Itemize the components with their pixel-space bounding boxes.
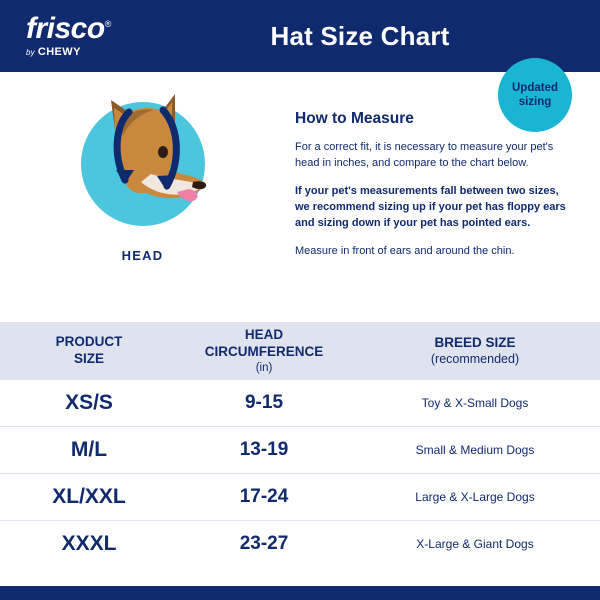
status-badge [498,58,572,132]
table-row [0,427,600,474]
column-header-head-line1: HEAD [244,326,284,342]
column-header-head-circumference [178,327,350,375]
cell-breed-size: Toy & X-Small Dogs [421,396,529,410]
cell-breed-size: X-Large & Giant Dogs [416,537,534,551]
logo-wordmark [26,14,111,44]
cell-product-size: M/L [70,438,108,461]
logo-subtext [26,47,81,58]
cell-product-size: XL/XXL [52,485,126,508]
page-title: Hat Size Chart [270,20,450,51]
dog-illustration [0,72,285,322]
cell-head-circumference: 17-24 [239,486,289,507]
cell-head-circumference: 23-27 [239,533,289,554]
cell-breed-size: Large & X-Large Dogs [415,490,535,504]
cell-head-circumference: 13-19 [239,439,289,460]
illustration-circle [81,102,205,226]
column-header-breed-sub: (recommended) [430,351,520,366]
how-to-measure-heading: How to Measure [295,110,414,127]
logo-registered-icon: ® [104,19,111,29]
table-header-row [0,322,600,380]
column-header-head-unit: (in) [255,361,273,374]
table-row [0,380,600,427]
column-header-breed-size [350,335,600,368]
footer-strip [0,586,600,600]
how-to-measure-paragraph-3: Measure in front of ears and around the chin. [295,244,515,257]
badge-line-1: Updated [512,81,558,94]
cell-head-circumference: 9-15 [244,392,284,413]
size-table [0,322,600,567]
cell-breed-size: Small & Medium Dogs [415,443,535,457]
column-header-product-size [0,334,178,368]
cell-product-size: XXXL [61,532,117,555]
how-to-measure-paragraph-2: If your pet's measurements fall between two sizes, we recommend sizing up if your pet has floppy ears and sizing down if your pet has pointed ears. [295,184,566,229]
brand-logo [0,14,180,58]
table-row [0,474,600,521]
logo-chewy-label: CHEWY [37,46,81,58]
dog-head-icon [71,78,219,238]
logo-by-label: by [26,48,35,57]
column-header-head-line2: CIRCUMFERENCE [204,343,324,359]
badge-line-2: sizing [518,96,552,108]
logo-wordmark-text: frisco [26,12,105,45]
header-bar [0,0,600,72]
column-header-breed-line1: BREED SIZE [434,334,516,350]
illustration-label: HEAD [121,248,164,263]
how-to-measure-paragraph-1: For a correct fit, it is necessary to measure your pet's head in inches, and compare to the chart below. [295,141,554,169]
table-row [0,521,600,567]
column-header-product-size-line1: PRODUCT [55,334,123,350]
column-header-product-size-line2: SIZE [73,351,104,366]
cell-product-size: XS/S [65,391,113,414]
